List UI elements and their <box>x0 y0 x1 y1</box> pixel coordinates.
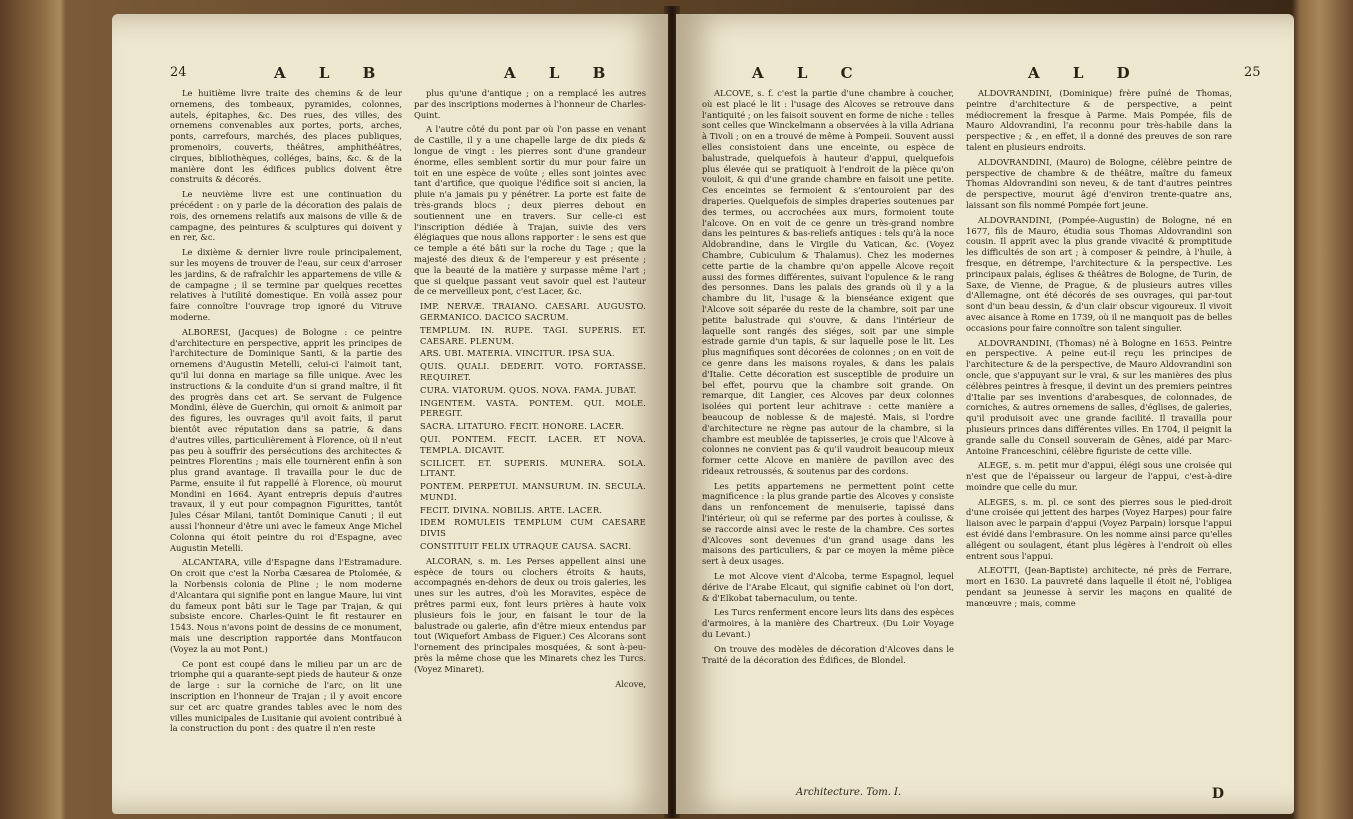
paragraph: Ce pont est coupé dans le milieu par un arc de triomphe qui a quarante-sept pieds de hauteur & onze de large : sur la corniche de l'arc, on lit une inscription en l'honneur de Trajan ; il y avoit encore sur cet arc quatre grandes tables avec le nom des villes municipales de Lusitanie qui avoient contribué à la construction du pont : des quatre il n'en reste <box>170 658 402 734</box>
paragraph: ALEGES, s. m. pl. ce sont des pierres sous le pied-droit d'une croisée qui jettent des harpes (Voyez Harpes) pour faire liaison avec le parpain d'appui (Voyez Parpain) lorsque l'appui est évidé dans l'embrasure. On les nomme ainsi parce qu'elles allégent ou soulagent, étant plus légères à l'endroit où elles entrent sous l'appui. <box>966 496 1232 561</box>
paragraph: ALDOVRANDINI, (Thomas) né à Bologne en 1653. Peintre en perspective. A peine eut-il reçu les principes de l'architecture & de la perspective, de Mauro Aldovrandini son oncle, que s'appuyant sur le vrai, & sur les manières des plus célèbres peintres à fresque, il devint un des premiers peintres d'Italie par ses inventions d'arabesques, de colonnades, de corniches, & autres ornemens de salles, d'églises, de galeries, qu'il produisoit avec une grande facilité. Il travailla pour plusieurs princes dans différentes villes. En 1704, il peignit la grande salle du Conseil souverain de Gênes, aidé par Marc-Antoine Franceschini, célèbre figuriste de cette ville. <box>966 337 1232 456</box>
inscription-line: SACRA. LITATURO. FECIT. HONORE. LACER. <box>420 421 625 432</box>
alcoran-entry: ALCORAN, s. m. Les Perses appellent ainsi une espèce de tours ou clochers étroits & hauts, accompagnés en-dehors de deux ou trois galeries, les unes sur les autres, d'où les Moravites, espèce de prêtres parmi eux, font leurs prières à haute voix plusieurs fois le jour, en faisant le tour de la balustrade ou galerie, afin d'être mieux entendus par tout (Wiquefort Ambass de Figuer.) Ces Alcorans sont l'ornement des principales mosquées, & sont à-peu-près la même chose que les Minarets chez les Turcs. (Voyez Minaret). <box>414 555 646 674</box>
paragraph: ALDOVRANDINI, (Dominique) frère puîné de Thomas, peintre d'architecture & de perspective, a peint médiocrement la fresque à Parme. Mais Pompée, fils de Mauro Aldovrandini, l'a reconnu pour très-habile dans la perspective ; & , en effet, il a donné des preuves de son rare talent en plusieurs endroits. <box>966 88 1232 152</box>
right-column-1 <box>702 88 954 774</box>
right-page-number: 25 <box>1244 65 1261 80</box>
paragraph: Les petits appartemens ne permettent point cette magnificence : la plus grande partie des Alcoves y consiste dans un renfoncement de menuiserie, tapissé dans l'intérieur, où qui se referme par des portes à coulisse, & se raccorde ainsi avec le reste de la chambre. Ces sortes d'Alcoves sont devenues d'un grand usage dans les maisons des particuliers, & par ce moyen la même pièce sert à deux usages. <box>702 480 954 567</box>
paragraph: ALDOVRANDINI, (Mauro) de Bologne, célèbre peintre de perspective de chambre & de théâtre, maître du fameux Thomas Aldovrandini son neveu, & de tant d'autres peintres de perspective, mourut âgé d'environ trente-quatre ans, laissant son fils nommé Pompée fort jeune. <box>966 156 1232 210</box>
inscription-line: SCILICET. ET. SUPERIS. MUNERA. SOLA. LITANT. <box>420 457 646 479</box>
inscription-line: IMP. NERVÆ. TRAIANO. CAESARI. AUGUSTO. GERMANICO. DACICO SACRUM. <box>420 301 646 322</box>
inscription-line: INGENTEM. VASTA. PONTEM. QUI. MOLE. PEREGIT. <box>420 397 646 419</box>
paragraph: ALCANTARA, ville d'Espagne dans l'Estramadure. On croit que c'est la Norba Cæsarea de Ptolomée, & la Norbensis colonia de Pline ; le nom moderne d'Alcantara qui signifie pont en langue Maure, lui vint du fameux pont bâti sur le Tage par Trajan, & qui subsiste encore. Charles-Quint le fit restaurer en 1543. Nous n'avons point de dessins de ce monument, mais une description rapportée dans Montfaucon (Voyez la au mot Pont.) <box>170 557 402 654</box>
right-header-left: A L C <box>752 64 867 82</box>
left-running-head <box>112 64 668 84</box>
signature-mark: D <box>1211 786 1224 802</box>
right-header-right: A L D <box>1028 64 1144 82</box>
paragraph: Le huitième livre traite des chemins & de leur ornemens, des tombeaux, pyramides, colonnes, autels, épitaphes, &c. Des rues, des villes, des ornemens convenables aux portes, ports, arches, ponts, carrefours, marchés, des places publiques, promenoirs, couverts, théâtres, amphithéâtres, cirques, bibliothèques, colléges, bains, &c. & de la manière dont les édifices publics doivent être construits & décorés. <box>170 88 402 185</box>
paragraph: Le dixième & dernier livre roule principalement, sur les moyens de trouver de l'eau, sur ceux d'arroser les jardins, & de rafraîchir les appartemens de ville & de campagne ; il se termine par quelques recettes relatives à l'utilité domestique. En voilà assez pour faire connoître l'ouvrage trop ignoré du Vitruve moderne. <box>170 247 402 322</box>
inscription-line: FECIT. DIVINA. NOBILIS. ARTE. LACER. <box>420 504 603 515</box>
inscription-line: IDEM ROMULEIS TEMPLUM CUM CAESARE DIVIS <box>420 517 646 539</box>
inscription-line: CURA. VIATORUM. QUOS. NOVA. FAMA. JUBAT. <box>420 384 637 395</box>
paragraph: ALDOVRANDINI, (Pompée-Augustin) de Bologne, né en 1677, fils de Mauro, étudia sous Thomas Aldovrandini son cousin. Il apprit avec la plus grande vivacité & promptitude les difficultés de son art ; à composer & peindre, à l'huile, à fresque, en détrempe, l'architecture & la perspective. Les principaux palais, églises & théâtres de Bologne, de Turin, de Saxe, de Vienne, de Prague, & de plusieurs autres villes d'Allemagne, ont été décorés de ses ouvrages, qui par-tout sont d'un beau dessin, & d'un clair obscur vigoureux. Il vivoit avec aisance à Rome en 1739, où il ne manquoit pas de belles occasions pour faire connoître son talent singulier. <box>966 214 1232 333</box>
paragraph: plus qu'une d'antique ; on a remplacé les autres par des inscriptions modernes à l'honneur de Charles-Quint. <box>414 88 646 120</box>
page-footer: Architecture. Tom. I. <box>796 787 902 798</box>
left-page-number: 24 <box>170 65 187 80</box>
paragraph: ALEOTTI, (Jean-Baptiste) architecte, né près de Ferrare, mort en 1630. La pauvreté dans laquelle il étoit né, l'obligea pendant sa jeunesse à servir les maçons en qualité de manœuvre ; mais, comme <box>966 565 1232 608</box>
left-header-word-1: A L B <box>274 64 390 82</box>
trajan-inscription <box>420 301 646 552</box>
inscription-line: QUI. PONTEM. FECIT. LACER. ET NOVA. TEMPLA. DICAVIT. <box>420 433 646 455</box>
right-page <box>676 14 1294 814</box>
right-running-head <box>676 64 1294 84</box>
paragraph: On trouve des modèles de décoration d'Alcoves dans le Traité de la décoration des Édifices, de Blondel. <box>702 643 954 665</box>
paragraph: Les Turcs renferment encore leurs lits dans des espèces d'armoires, à la manière des Chartreux. (Du Loir Voyage du Levant.) <box>702 607 954 640</box>
paragraph: Le neuvième livre est une continuation du précédent : on y parle de la décoration des palais de rois, des ornemens relatifs aux maisons de ville & de campagne, des peintures & sculptures qui doivent y en rer, &c. <box>170 189 402 243</box>
paragraph: ALBORESI, (Jacques) de Bologne : ce peintre d'architecture en perspective, apprit les principes de l'architecture de Dominique Santi, & la partie des ornemens d'Augustin Metelli, celui-ci l'aimoit tant, qu'il lui donna en mariage sa fille unique. Avec les instructions & la conduite d'un si grand maître, il fit des progrès dans cet art. Se servant de Fulgence Mondini, élève de Guerchin, qui ornoit & animoit par des figures, les ouvrages qu'il avoit faits, il parut bientôt avec réputation dans sa patrie, & dans d'autres villes, particulièrement à Florence, où il n'eut pas peu à souffrir des persécutions des architectes & peintres Florentins ; mais elle tournèrent enfin à son plus grand avantage. Il travailla pour le duc de Parme, ensuite il fut rappellé à Florence, où mourut Mondini en 1664. Ayant entrepris depuis d'autres travaux, il y eut pour compagnon Figurittes, tantôt Jules César Milani, tantôt Dominique Canuti ; il eut aussi l'honneur d'être uni avec le fameux Ange Michel Colonna qui étoit peintre du roi d'Espagne, avec Augustin Metelli. <box>170 326 402 553</box>
paragraph: ALCOVE, s. f. c'est la partie d'une chambre à coucher, où est placé le lit : l'usage des Alcoves se retrouve dans l'antiquité ; on les faisoit souvent en forme de niche : telles sont celles que Winckelmann a observées à la villa Adriana à Tivoli ; on en a trouvé de même à Pompeii. Souvent aussi elles consistoient dans une enceinte, ou espèce de balustrade, quelquefois à hauteur d'appui, quelquefois plus élevée qui se pratiquoit à l'endroit de la pièce qu'on vouloit, & qui d'une grande chambre en faisoit une petite. Ces enceintes se fermoient & s'entouroient par des draperies. Quelquefois de simples draperies soutenues par des termes, ou accrochées aux murs, formoient toute l'alcove. On en voit de ce genre un très-grand nombre dans les peintures & bas-reliefs antiques : tels qu'à la noce Aldobrandine, dans le Virgile du Vatican, &c. (Voyez Chambre, Cubiculum & Thalamus). Chez les modernes cette partie de la chambre qu'on appelle Alcove reçoit aussi des formes différentes, suivant l'opulence & le rang des personnes. Dans les palais des grands où il y a la chambre du lit, l'usage & la bienséance exigent que l'Alcove soit séparée du reste de la chambre, soit par une petite balustrade qui s'ouvre, & dans l'intérieur de laquelle sont rangés des siéges, soit par une simple estrade garnie d'un tapis, & sur laquelle pose le lit. Les plus magnifiques sont décorées de colonnes ; on en voit de ce genre dans les maisons royales, & dans les palais d'Italie. Cette décoration est susceptible de produire un bel effet, pourvu que la chambre soit grande. On remarque, dit Langier, ces Alcoves par deux colonnes isolées qui portent leur achitrave : cette manière a beaucoup de noblesse & de majesté. Mais, si l'ordre d'architecture ne règne pas autour de la chambre, si la chambre est meublée de tapisseries, je crois que l'Alcove à colonnes ne convient pas & qu'il vaudroit beaucoup mieux former cette Alcove en manière de pavillon avec des rideaux retroussés, & soutenus par des cordons. <box>702 88 954 476</box>
inscription-line: TEMPLUM. IN. RUPE. TAGI. SUPERIS. ET. CAESARE. PLENUM. <box>420 324 646 346</box>
inscription-line: CONSTITUIT FELIX UTRAQUE CAUSA. SACRI. <box>420 541 632 552</box>
inscription-line: QUIS. QUALI. DEDERIT. VOTO. FORTASSE. REQUIRET. <box>420 361 646 382</box>
left-column-2 <box>414 88 646 800</box>
catchword: Alcove, <box>615 678 646 689</box>
left-page <box>112 14 668 814</box>
inscription-line: ARS. UBI. MATERIA. VINCITUR. IPSA SUA. <box>420 348 615 359</box>
right-column-2 <box>966 88 1232 774</box>
left-header-word-2: A L B <box>504 64 620 82</box>
paragraph: Le mot Alcove vient d'Alcoba, terme Espagnol, lequel dérive de l'Arabe Elcaut, qui signifie cabinet où l'on dort, & d'Elkobat tabernaculum, ou tente. <box>702 571 954 603</box>
paragraph: A l'autre côté du pont par où l'on passe en venant de Castille, il y a une chapelle large de dix pieds & longue de vingt : les pierres sont d'une grandeur énorme, elles semblent sortir du mur pour faire un toit en une espèce de voûte ; elles sont jointes avec tant d'artifice, que quoique l'édifice soit si ancien, la pluie n'a jamais pu y pénétrer. La porte est faite de très-grands blocs ; deux pierres debout en soutiennent une en travers. Sur celle-ci est l'inscription dédiée à Trajan, suivie des vers élégiaques que nous allons rapporter : le sens est que ce temple a été bâti sur la roche du Tage ; que la majesté des dieux & de l'empereur y est présente ; que la beauté de la matière y surpasse même l'art ; que si quelque passant veut savoir quel est l'auteur de ce merveilleux pont, c'est Lacer, &c. <box>414 124 646 297</box>
inscription-line: PONTEM. PERPETUI. MANSURUM. IN. SECULA. MUNDI. <box>420 481 646 502</box>
left-column-1 <box>170 88 402 800</box>
paragraph: ALEGE, s. m. petit mur d'appui, élégi sous une croisée qui n'est que de l'épaisseur ou largeur de l'appui, c'est-à-dire moindre que celle du mur. <box>966 460 1232 492</box>
